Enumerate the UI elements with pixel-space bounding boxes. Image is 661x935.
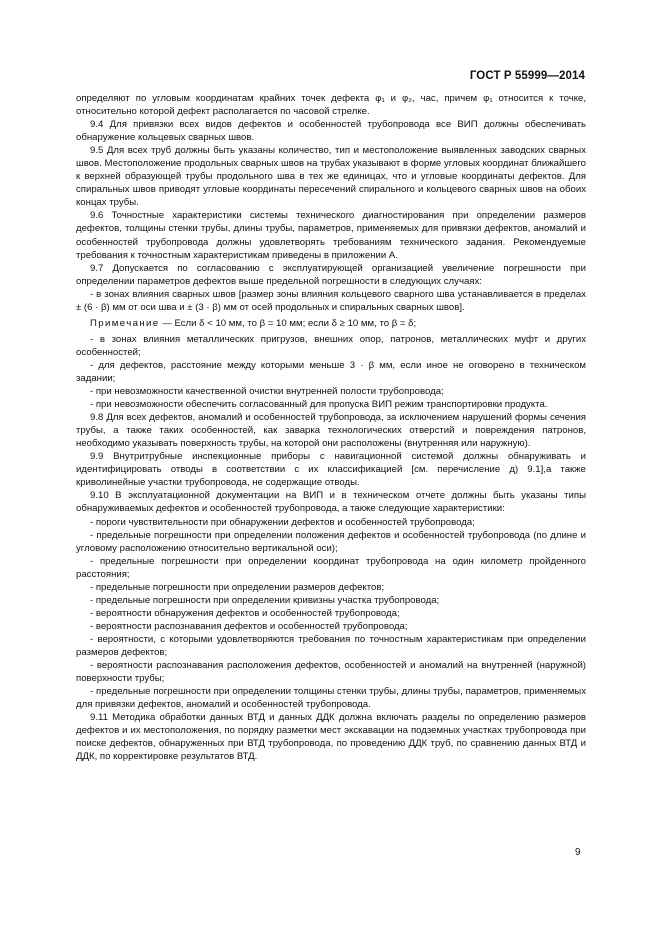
paragraph-9-8: 9.8 Для всех дефектов, аномалий и особенностей трубопровода, за исключением нарушений формы сечения трубы, а также таких особенностей, как заварка технологических отверстий и повреждения патронов, необходимо указывать поверхность трубы, на которой они расположены (внутренняя или наружную). bbox=[76, 412, 586, 450]
paragraph-9-5: 9.5 Для всех труб должны быть указаны количество, тип и местоположение выявленных заводских сварных швов. Местоположение продольных сварных швов на трубах указывают в форме угловых координат ближайшего к верхней образующей трубы продольного шва в тех же единицах, что и угловые координаты дефектов. Для спиральных швов приводят угловые координаты пересечений спирального и кольцевого сварных швов на обоих концах трубы. bbox=[76, 145, 586, 209]
list-item-sensitivity: - пороги чувствительности при обнаружении дефектов и особенностей трубопровода; bbox=[90, 516, 475, 528]
list-item-curvature-error: - предельные погрешности при определении кривизны участка трубопровода; bbox=[90, 594, 440, 606]
list-item-ballast-zones: - в зонах влияния металлических пригрузов, внешних опор, патронов, металлических муфт и других особенностей; bbox=[76, 333, 586, 358]
note-text: — Если δ < 10 мм, то β = 10 мм; если δ ≥ 10 мм, то β = δ; bbox=[159, 317, 417, 329]
list-item-thickness-error: - предельные погрешности при определении толщины стенки трубы, длины трубы, параметров, применяемых для привязки дефектов, аномалий и особенностей трубопровода. bbox=[76, 686, 586, 711]
page-number: 9 bbox=[575, 847, 581, 858]
list-item-close-defects: - для дефектов, расстояние между которыми меньше 3 · β мм, если иное не оговорено в техническом задании; bbox=[76, 359, 586, 384]
list-item-recognition-probability: - вероятности распознавания дефектов и особенностей трубопровода; bbox=[90, 620, 408, 632]
paragraph-9-7: 9.7 Допускается по согласованию с эксплуатирующей организацией увеличение погрешности при определении параметров дефектов выше предельной погрешности в следующих случаях: bbox=[76, 262, 586, 287]
note bbox=[76, 317, 586, 330]
list-item-coordinate-error: - предельные погрешности при определении координат трубопровода на один километр пройденного расстояния; bbox=[76, 555, 586, 580]
paragraph-9-11: 9.11 Методика обработки данных ВТД и данных ДДК должна включать разделы по определению размеров дефектов и их местоположения, по порядку разметки мест экскавации на подземных участках трубопровода при поиске дефектов, обнаруженных при ВТД трубопровода, по проведению ДДК труб, по сравнению данных ВТД и ДДК, по корректировке результатов ВТД. bbox=[76, 712, 586, 763]
note-label: Примечание bbox=[90, 317, 160, 329]
list-item-accuracy-probability: - вероятности, с которыми удовлетворяются требования по точностным характеристикам при определении размеров дефектов; bbox=[76, 633, 586, 658]
list-item-size-error: - предельные погрешности при определении размеров дефектов; bbox=[90, 581, 385, 593]
list-item-cleaning: - при невозможности качественной очистки внутренней полости трубопровода; bbox=[90, 386, 444, 398]
paragraph-9-9: 9.9 Внутритрубные инспекционные приборы с навигационной системой должны обнаруживать и идентифицировать отводы в соответствии с их классификацией [см. перечисление д) 9.1],а также криволинейные участки трубопровода, не содержащие отводы. bbox=[76, 451, 586, 489]
list-item-transport-mode: - при невозможности обеспечить согласованный для пропуска ВИП режим транспортировки продукта. bbox=[90, 399, 548, 411]
paragraph-9-6: 9.6 Точностные характеристики системы технического диагностирования при определении размеров дефектов, толщины стенки трубы, длины трубы, параметров, применяемых для привязки дефектов, аномалий и особенностей трубопровода должны удовлетворять требованиям технического задания. Рекомендуемые требования к точностным характеристикам приведены в приложении А. bbox=[76, 210, 586, 261]
paragraph-9-10: 9.10 В эксплуатационной документации на ВИП и в техническом отчете должны быть указаны типы обнаруживаемых дефектов и особенностей трубопровода, а также следующие характеристики: bbox=[76, 490, 586, 515]
document-code: ГОСТ Р 55999—2014 bbox=[469, 70, 585, 82]
paragraph-continuation: определяют по угловым координатам крайних точек дефекта φ₁ и φ₂, час, причем φ₁ относится к точке, относительно которой дефект располагается по часовой стрелке. bbox=[76, 93, 586, 118]
list-item-surface-probability: - вероятности распознавания расположения дефектов, особенностей и аномалий на внутренней (наружной) поверхности трубы; bbox=[76, 660, 586, 685]
paragraph-9-4: 9.4 Для привязки всех видов дефектов и особенностей трубопровода все ВИП должны обеспечивать обнаружение кольцевых сварных швов. bbox=[76, 119, 586, 144]
list-item-position-error: - предельные погрешности при определении положения дефектов и особенностей трубопровода (по длине и угловому расположению относительно вертикальной оси); bbox=[76, 529, 586, 554]
body-text bbox=[76, 92, 586, 763]
list-item-weld-zones: - в зонах влияния сварных швов [размер зоны влияния кольцевого сварного шва устанавливается в пределах ± (6 · β) мм от оси шва и ± (3 · β) мм от осей продольных и спиральных сварных швов]. bbox=[76, 288, 586, 313]
list-item-detection-probability: - вероятности обнаружения дефектов и особенностей трубопровода; bbox=[90, 607, 400, 619]
